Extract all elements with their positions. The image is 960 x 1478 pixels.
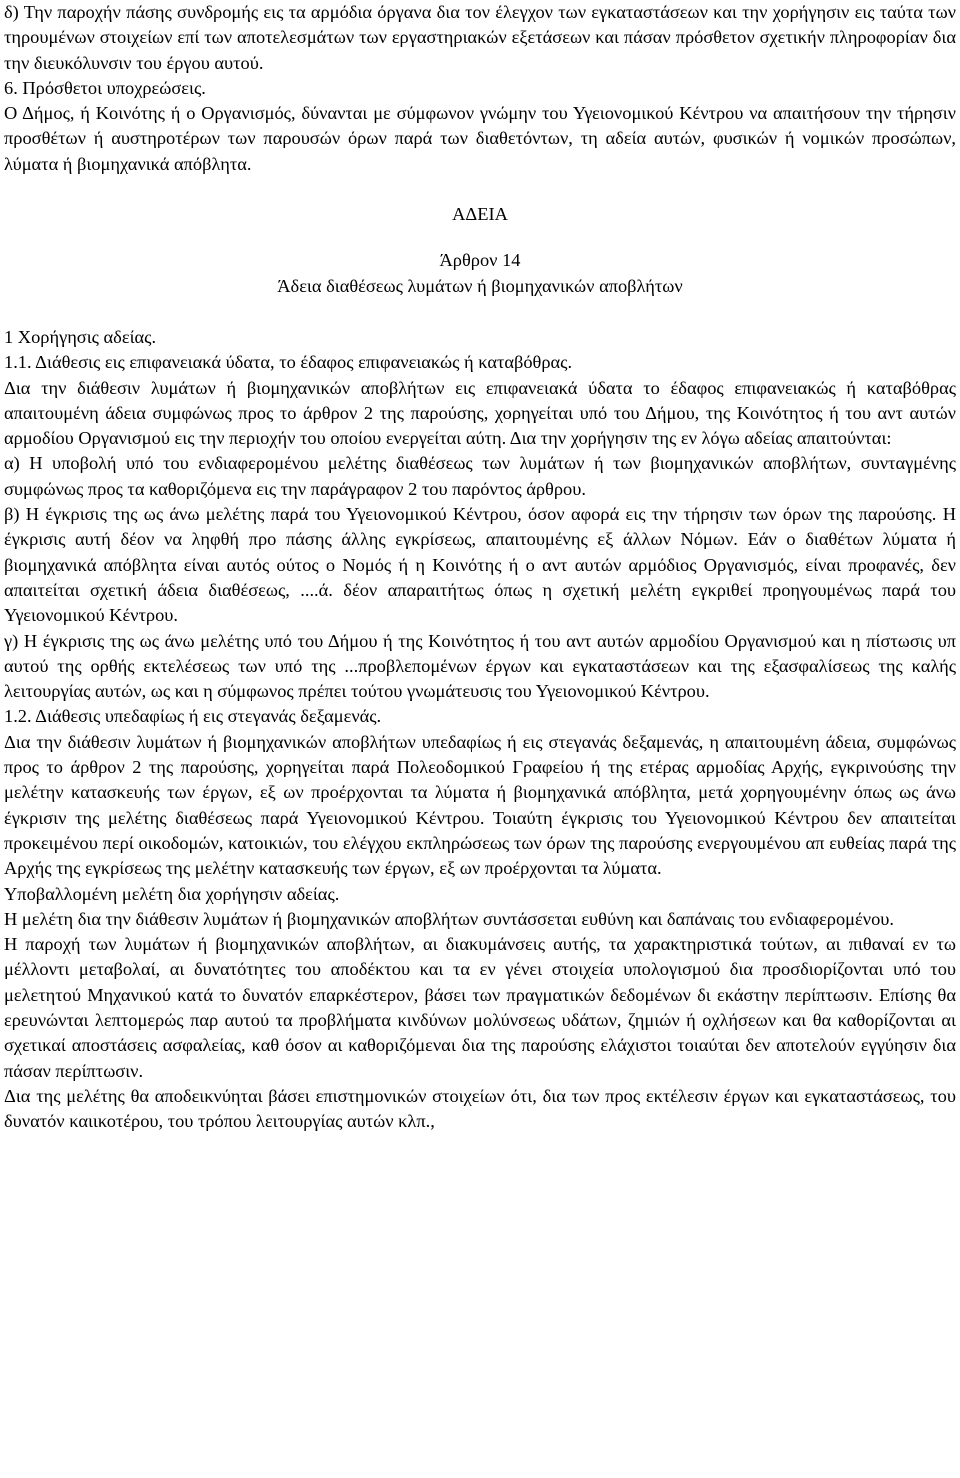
paragraph-item-a: α) Η υποβολή υπό του ενδιαφερομένου μελέτης διαθέσεως των λυμάτων ή των βιομηχανικών αποβλήτων, συνταγμένης συμφώνως προς τα καθοριζόμενα εις την παράγραφον 2 του παρόντος άρθρου.: [4, 453, 956, 499]
paragraph-municipality-requirements: Ο Δήμος, ή Κοινότης ή ο Οργανισμός, δύνανται με σύμφωνον γνώμην του Υγειονομικού Κέντρου να απαιτήσουν την τήρησιν προσθέτων ή αυστηροτέρων των παρουσών όρων παρά των διαθετόντων, τη αδεία αυτών, φυσικών ή νομικών προσώπων, λύματα ή βιομηχανικά απόβλητα.: [4, 103, 956, 174]
subheading-submitted-study: Υποβαλλομένη μελέτη δια χορήγησιν αδείας.: [4, 883, 340, 904]
article-title: Άδεια διαθέσεως λυμάτων ή βιομηχανικών αποβλήτων: [277, 275, 683, 296]
subheading-underground-disposal: 1.2. Διάθεσις υπεδαφίως ή εις στεγανάς δεξαμενάς.: [4, 706, 382, 727]
paragraph-item-b: β) Η έγκρισις της ως άνω μελέτης παρά του Υγειονομικού Κέντρου, όσον αφορά εις την τήρησιν των όρων της παρούσης. Η έγκρισις αυτή δέον να ληφθή προ πάσης άλλης εγκρίσεως, απαιτουμένης εξ άλλων Νόμων. Εάν ο διαθέτων λύματα ή βιομηχανικά απόβλητα είναι αυτός ούτος ο Νομός ή η Κοινότης ή ο αντ αυτών αρμόδιος Οργανισμός, είναι προφανές, δεν απαιτείται σχετική άδεια διαθέσεως, ....ά. δέον απαραιτήτως όπως η σχετική μελέτη εγκριθεί προηγουμένως παρά του Υγειονομικού Κέντρου.: [4, 504, 956, 626]
paragraph-surface-disposal: Δια την διάθεσιν λυμάτων ή βιομηχανικών αποβλήτων εις επιφανειακά ύδατα το έδαφος επιφανειακώς ή καταβόθρας απαιτουμένη άδεια συμφώνως προς το άρθρον 2 της παρούσης, χορηγείται υπό του Δήμου, της Κοινότητος ή του αντ αυτών αρμοδίου Οργανισμού εις την περιοχήν του οποίου ενεργείται αύτη. Δια την χορήγησιν της εν λόγω αδείας απαιτούνται:: [4, 377, 956, 449]
paragraph-study-responsibility: Η μελέτη δια την διάθεσιν λυμάτων ή βιομηχανικών αποβλήτων συντάσσεται ευθύνη και δαπάναις του ενδιαφερομένου.: [4, 908, 894, 929]
paragraph-d-assistance: δ) Την παροχήν πάσης συνδρομής εις τα αρμόδια όργανα δια τον έλεγχον των εγκαταστάσεων και την χορήγησιν εις ταύτα των τηρουμένων στοιχείων επί των αποτελεσμάτων των εργαστηριακών εξετάσεων και πάσαν πρόσθετον σχετικήν πληροφορίαν δια την διευκόλυνσιν του έργου αυτού.: [4, 2, 956, 73]
subheading-surface-disposal: 1.1. Διάθεσις εις επιφανειακά ύδατα, το έδαφος επιφανειακώς ή καταβόθρας.: [4, 352, 573, 373]
paragraph-wastewater-supply: Η παροχή των λυμάτων ή βιομηχανικών αποβλήτων, αι διακυμάνσεις αυτής, τα χαρακτηριστικά τούτων, αι πιθαναί εν τω μέλλοντι μεταβολαί, αι δυνατότητες του αποδέκτου και τα εν γένει στοιχεία υπολογισμού δια προσδιορίζονται υπό του μελετητού Μηχανικού κατά το δυνατόν επαρκέστερον, βάσει των πραγματικών δεδομένων δι εκάστην περίπτωσιν. Επίσης θα ερευνώνται λεπτομερώς παρ αυτού τα προβλήματα κινδύνων μολύνσεως υδάτων, ζημιών ή οχλήσεων και θα καθορίζονται αι σχετικαί αποστάσεις ασφαλείας, καθ όσον αι καθοριζόμεναι δια της παρούσης ελάχιστοι τοιαύται δεν αποτελούν εγγύησιν δια πάσαν περίπτωσιν.: [4, 934, 956, 1081]
paragraph-study-proof: Δια της μελέτης θα αποδεικνύηται βάσει επιστημονικών στοιχείων ότι, δια των προς εκτέλεσιν έργων και εγκαταστάσεως, του δυνατόν καιικοτέρου, του τρόπου λειτουργίας αυτών κλπ.,: [4, 1085, 956, 1132]
section-heading: ΑΔΕΙΑ: [452, 204, 508, 225]
subheading-license-granting: 1 Χορήγησις αδείας.: [4, 326, 157, 347]
paragraph-item-c: γ) Η έγκρισις της ως άνω μελέτης υπό του Δήμου ή της Κοινότητος ή του αντ αυτών αρμοδίου Οργανισμού και η πίστωσις υπ αυτού της ορθής εκτελέσεως των υπό της ...προβλεπομένων έργων και εγκαταστάσεων και της εξασφαλίσεως της καλής λειτουργίας αυτών, ως και η σύμφωνος πρέπει τούτου γνωμάτευσις του Υγειονομικού Κέντρου.: [4, 630, 956, 702]
article-number: Άρθρον 14: [439, 250, 521, 271]
paragraph-underground-disposal: Δια την διάθεσιν λυμάτων ή βιομηχανικών αποβλήτων υπεδαφίως ή εις στεγανάς δεξαμενάς, η απαιτουμένη άδεια, συμφώνως προς το άρθρον 2 της παρούσης, χορηγείται παρά Πολεοδομικού Γραφείου ή της ετέρας αρμοδίας Αρχής, εγκρινούσης την μελέτην κατασκευής των έργων, εξ ων προέρχονται τα λύματα ή βιομηχανικά απόβλητα, μετά χορηγουμένην όπως ως άνω έγκρισιν της μελέτης διαθέσεως παρά Υγειονομικού Κέντρου. Τοιαύτη έγκρισις του Υγειονομικού Κέντρου δεν απαιτείται προκειμένου περί οικοδομών, κατοικιών, του ελέγχου εκπληρώσεως των όρων της παρούσης ενεργουμένου απ ευθείας παρά της Αρχής της εγκρίσεως της μελέτην κατασκευής των έργων, εξ ων προέρχονται τα λύματα.: [4, 731, 956, 879]
subheading-additional-obligations: 6. Πρόσθετοι υποχρεώσεις.: [4, 77, 206, 98]
